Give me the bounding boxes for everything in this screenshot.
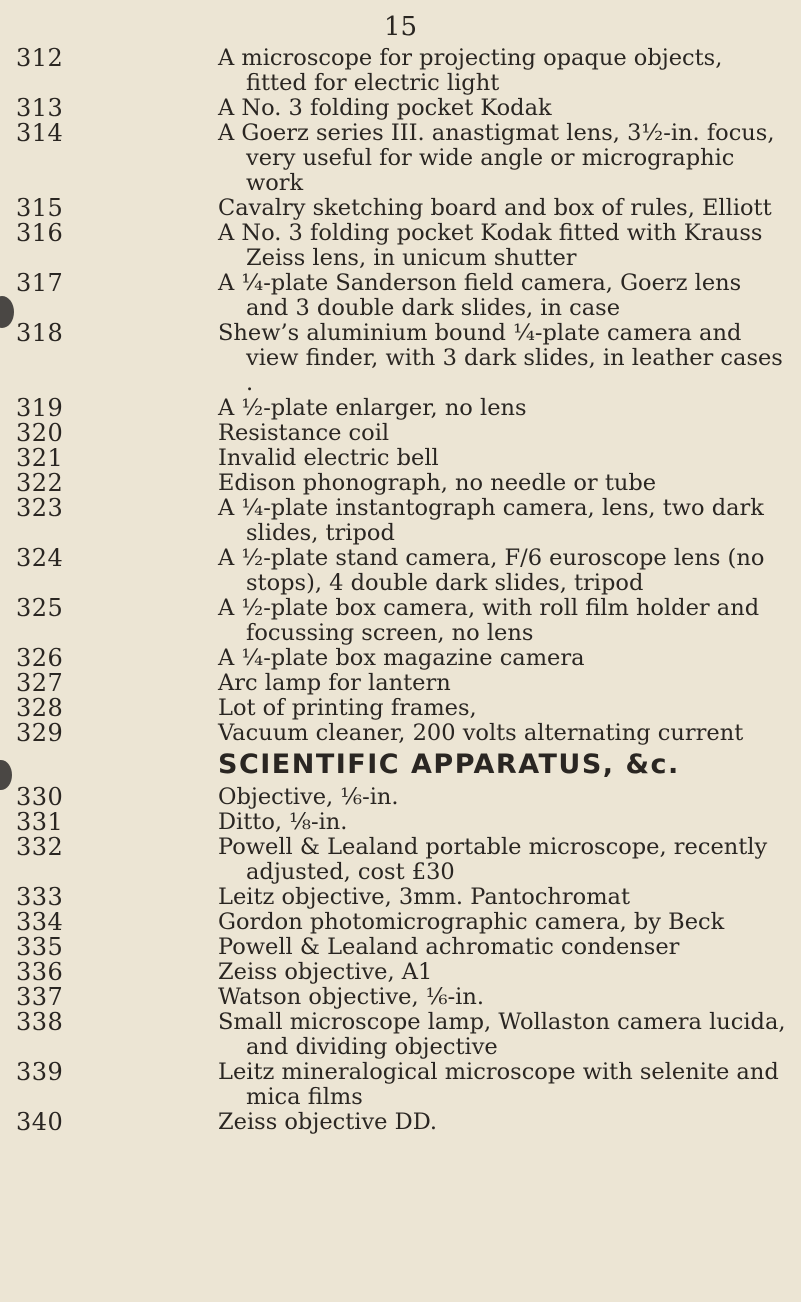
catalogue-lot	[0, 271, 801, 321]
lot-number: 332	[16, 833, 64, 861]
lot-description: A No. 3 folding pocket Kodak	[218, 95, 552, 121]
lot-description: Zeiss objective DD.	[218, 1109, 438, 1135]
lot-description: Ditto, ⅛-in.	[218, 809, 348, 835]
lot-description: Resistance coil	[218, 420, 390, 446]
catalogue-lot	[0, 835, 801, 885]
lot-list-part-2	[0, 785, 801, 1135]
lot-description: Objective, ⅙-in.	[218, 784, 399, 810]
catalogue-lot	[0, 1060, 801, 1110]
lot-number: 319	[16, 394, 64, 422]
catalogue-lot	[0, 396, 801, 421]
catalogue-lot	[0, 985, 801, 1010]
catalogue-lot	[0, 321, 801, 396]
lot-number: 337	[16, 983, 64, 1011]
lot-number: 316	[16, 219, 64, 247]
lot-description: Arc lamp for lantern	[218, 670, 451, 696]
lot-description: Cavalry sketching board and box of rules, Elliott	[218, 195, 772, 221]
catalogue-lot	[0, 221, 801, 271]
catalogue-lot	[0, 721, 801, 746]
catalogue-lot	[0, 446, 801, 471]
lot-number: 333	[16, 883, 64, 911]
catalogue-lot	[0, 935, 801, 960]
lot-description: Shew’s aluminium bound ¼-plate camera and view finder, with 3 dark slides, in leather cases .	[218, 320, 783, 396]
lot-number: 312	[16, 44, 64, 72]
catalogue-lot	[0, 671, 801, 696]
lot-number: 328	[16, 694, 64, 722]
lot-number: 315	[16, 194, 64, 222]
catalogue-lot	[0, 421, 801, 446]
lot-description: Powell & Lealand achromatic condenser	[218, 934, 680, 960]
lot-description: Lot of printing frames,	[218, 695, 477, 721]
lot-number: 334	[16, 908, 64, 936]
catalogue-lot	[0, 496, 801, 546]
catalogue-lot	[0, 1110, 801, 1135]
catalogue-lot	[0, 810, 801, 835]
lot-number: 318	[16, 319, 64, 347]
page-number: 15	[383, 12, 418, 42]
lot-description: Watson objective, ⅙-in.	[218, 984, 485, 1010]
lot-description: A ¼-plate box magazine camera	[218, 645, 585, 671]
lot-number: 329	[16, 719, 64, 747]
lot-number: 323	[16, 494, 64, 522]
lot-number: 320	[16, 419, 64, 447]
lot-description: Zeiss objective, A1	[218, 959, 433, 985]
lot-number: 317	[16, 269, 64, 297]
lot-description: Edison phonograph, no needle or tube	[218, 470, 657, 496]
lot-number: 336	[16, 958, 64, 986]
catalogue-lot	[0, 471, 801, 496]
lot-number: 322	[16, 469, 64, 497]
catalogue-lot	[0, 785, 801, 810]
lot-number: 326	[16, 644, 64, 672]
lot-description: Vacuum cleaner, 200 volts alternating current	[218, 720, 744, 746]
lot-description: A ½-plate enlarger, no lens	[218, 395, 527, 421]
lot-number: 327	[16, 669, 64, 697]
catalogue-lot	[0, 596, 801, 646]
lot-number: 330	[16, 783, 64, 811]
lot-description: A ½-plate stand camera, F/6 euroscope lens (no stops), 4 double dark slides, tripod	[218, 545, 765, 596]
section-heading: SCIENTIFIC APPARATUS, &c.	[218, 749, 680, 780]
catalogue-lot	[0, 96, 801, 121]
catalogue-lot	[0, 196, 801, 221]
lot-description: A ½-plate box camera, with roll film holder and focussing screen, no lens	[218, 595, 760, 646]
lot-number: 335	[16, 933, 64, 961]
catalogue-lot	[0, 121, 801, 196]
lot-description: Invalid electric bell	[218, 445, 439, 471]
catalogue-page	[0, 46, 801, 1135]
lot-description: Leitz mineralogical microscope with selenite and mica films	[218, 1059, 779, 1110]
catalogue-lot	[0, 696, 801, 721]
lot-description: A ¼-plate instantograph camera, lens, two dark slides, tripod	[218, 495, 764, 546]
catalogue-lot	[0, 546, 801, 596]
catalogue-lot	[0, 646, 801, 671]
lot-description: A Goerz series III. anastigmat lens, 3½-in. focus, very useful for wide angle or micrographic work	[218, 120, 775, 196]
lot-number: 340	[16, 1108, 64, 1136]
lot-description: A No. 3 folding pocket Kodak fitted with Krauss Zeiss lens, in unicum shutter	[218, 220, 763, 271]
catalogue-lot	[0, 960, 801, 985]
lot-number: 313	[16, 94, 64, 122]
lot-description: A ¼-plate Sanderson field camera, Goerz lens and 3 double dark slides, in case	[218, 270, 742, 321]
catalogue-lot	[0, 910, 801, 935]
lot-number: 338	[16, 1008, 64, 1036]
lot-description: Powell & Lealand portable microscope, recently adjusted, cost £30	[218, 834, 768, 885]
lot-description: A microscope for projecting opaque objects, fitted for electric light	[218, 45, 723, 96]
lot-number: 331	[16, 808, 64, 836]
catalogue-lot	[0, 885, 801, 910]
catalogue-lot	[0, 1010, 801, 1060]
lot-list-part-1	[0, 46, 801, 746]
lot-number: 321	[16, 444, 64, 472]
lot-description: Leitz objective, 3mm. Pantochromat	[218, 884, 631, 910]
lot-description: Small microscope lamp, Wollaston camera lucida, and dividing objective	[218, 1009, 786, 1060]
lot-number: 314	[16, 119, 64, 147]
lot-number: 324	[16, 544, 64, 572]
lot-number: 339	[16, 1058, 64, 1086]
lot-number: 325	[16, 594, 64, 622]
catalogue-lot	[0, 46, 801, 96]
lot-description: Gordon photomicrographic camera, by Beck	[218, 909, 725, 935]
